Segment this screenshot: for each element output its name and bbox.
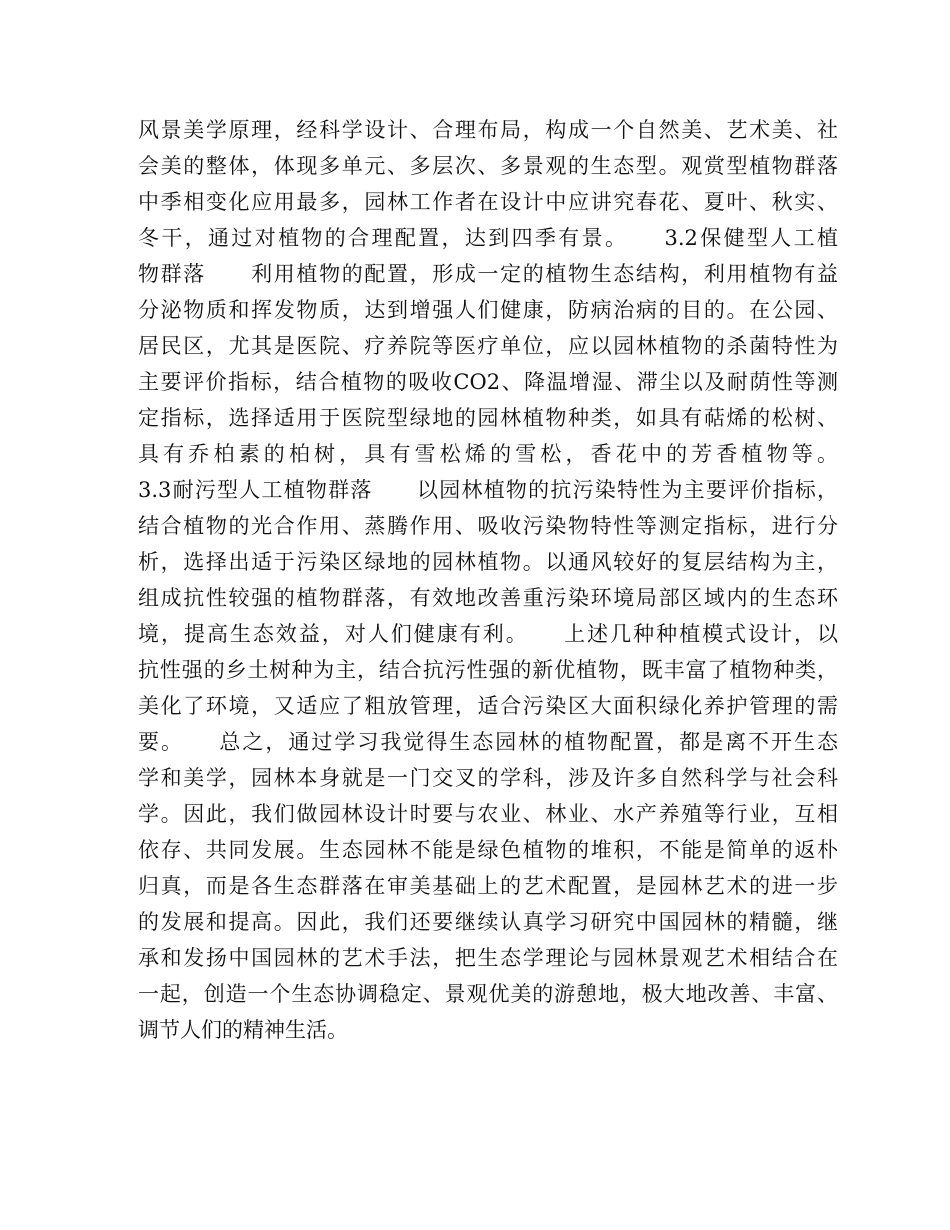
text-line: 分泌物质和挥发物质，达到增强人们健康，防病治病的目的。在公园、: [138, 298, 838, 322]
text-line: 结合植物的光合作用、蒸腾作用、吸收污染物特性等测定指标，进行分: [138, 514, 838, 538]
text-line: 一起，创造一个生态协调稳定、景观优美的游憩地，极大地改善、丰富、: [138, 982, 838, 1006]
text-line: 3.3耐污型人工植物群落 以园林植物的抗污染特性为主要评价指标，: [138, 478, 838, 502]
body-text: [138, 112, 838, 1048]
text-line: 抗性强的乡土树种为主，结合抗污性强的新优植物，既丰富了植物种类，: [138, 658, 838, 682]
text-line: 具有乔柏素的柏树，具有雪松烯的雪松，香花中的芳香植物等。: [138, 442, 838, 466]
text-line: 定指标，选择适用于医院型绿地的园林植物种类，如具有萜烯的松树、: [138, 406, 838, 430]
text-line: 冬干，通过对植物的合理配置，达到四季有景。 3.2保健型人工植: [138, 226, 838, 250]
text-line: 学。因此，我们做园林设计时要与农业、林业、水产养殖等行业，互相: [138, 802, 838, 826]
text-line: 物群落 利用植物的配置，形成一定的植物生态结构，利用植物有益: [138, 262, 838, 286]
text-line: 主要评价指标，结合植物的吸收CO2、降温增湿、滞尘以及耐荫性等测: [138, 370, 838, 394]
text-line: 会美的整体，体现多单元、多层次、多景观的生态型。观赏型植物群落: [138, 154, 838, 178]
text-line: 居民区，尤其是医院、疗养院等医疗单位，应以园林植物的杀菌特性为: [138, 334, 838, 358]
text-line: 要。 总之，通过学习我觉得生态园林的植物配置，都是离不开生态: [138, 730, 838, 754]
text-line: 承和发扬中国园林的艺术手法，把生态学理论与园林景观艺术相结合在: [138, 946, 838, 970]
text-line: 调节人们的精神生活。: [138, 1018, 348, 1042]
text-line: 依存、共同发展。生态园林不能是绿色植物的堆积，不能是简单的返朴: [138, 838, 838, 862]
text-line: 境，提高生态效益，对人们健康有利。 上述几种种植模式设计，以: [138, 622, 838, 646]
text-line: 组成抗性较强的植物群落，有效地改善重污染环境局部区域内的生态环: [138, 586, 838, 610]
text-line: 归真，而是各生态群落在审美基础上的艺术配置，是园林艺术的进一步: [138, 874, 838, 898]
text-line: 中季相变化应用最多，园林工作者在设计中应讲究春花、夏叶、秋实、: [138, 190, 838, 214]
text-line: 美化了环境，又适应了粗放管理，适合污染区大面积绿化养护管理的需: [138, 694, 838, 718]
text-line: 学和美学，园林本身就是一门交叉的学科，涉及许多自然科学与社会科: [138, 766, 838, 790]
text-line: 风景美学原理，经科学设计、合理布局，构成一个自然美、艺术美、社: [138, 118, 838, 142]
text-line: 的发展和提高。因此，我们还要继续认真学习研究中国园林的精髓，继: [138, 910, 838, 934]
text-line: 析，选择出适于污染区绿地的园林植物。以通风较好的复层结构为主，: [138, 550, 838, 574]
